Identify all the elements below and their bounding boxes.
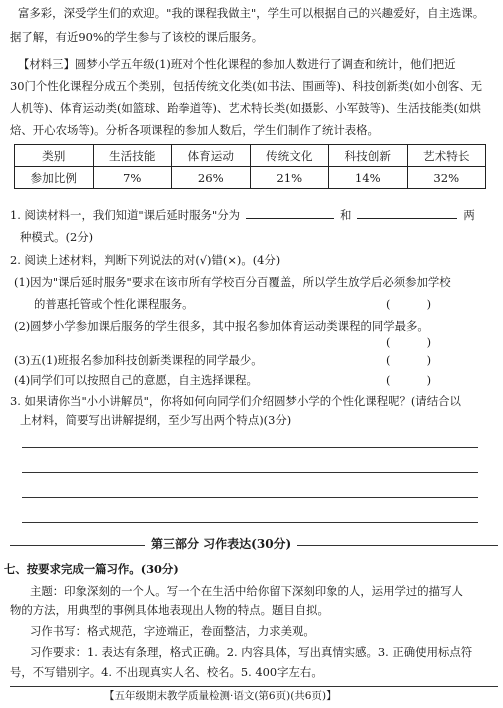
table-cell: 体育运动 <box>172 145 251 167</box>
q2-answer-1[interactable]: ( ) <box>386 297 432 311</box>
q1-text: 1. 阅读材料一，我们知道"课后延时服务"分为 <box>10 208 240 222</box>
answer-line[interactable] <box>22 472 478 473</box>
table-cell: 类别 <box>15 145 94 167</box>
q2-item-1b: 的普惠托管或个性化课程服务。 <box>34 297 194 311</box>
q2-item-4: (4)同学们可以按照自己的意愿，自主选择课程。 <box>14 373 258 387</box>
q2-item-3: (3)五(1)班报名参加科技创新类课程的同学最少。 <box>14 353 263 367</box>
q3-line-1: 3. 如果请你当"小小讲解员"，你将如何向同学们介绍圆梦小学的个性化课程呢？(请结合以 <box>10 394 461 408</box>
answer-line[interactable] <box>22 447 478 448</box>
part3-title: 第三部分 习作表达(30分) <box>145 537 297 551</box>
table-header-row <box>15 145 486 167</box>
material3-line-4: 焙、开心农场等)。分析各项课程的参加人数后，学生们制作了统计表格。 <box>10 123 379 137</box>
q2-item-2: (2)圆梦小学参加课后服务的学生很多，其中报名参加体育运动类课程的同学最多。 <box>14 319 429 333</box>
answer-line[interactable] <box>22 522 478 523</box>
q2-answer-3[interactable]: ( ) <box>386 353 432 367</box>
material3-line-1: 【材料三】圆梦小学五年级(1)班对个性化课程的参加人数进行了调查和统计，他们把近 <box>18 57 456 71</box>
material3-line-3: 人机等)、体育运动类(如篮球、跆拳道等)、艺术特长类(如摄影、小军鼓等)、生活技能类(如烘 <box>10 101 481 115</box>
q7-title: 七、按要求完成一篇习作。(30分) <box>4 562 179 576</box>
q2-item-1a: (1)因为"课后延时服务"要求在该市所有学校百分百覆盖，所以学生放学后必须参加学校 <box>14 275 451 289</box>
q2-title: 2. 阅读上述材料，判断下列说法的对(√)错(×)。(4分) <box>10 253 281 267</box>
q7-theme-2: 物的方法，用典型的事例具体地表现出人物的特点。题目自拟。 <box>10 603 329 617</box>
table-cell: 科技创新 <box>329 145 408 167</box>
table-cell: 21% <box>250 167 329 189</box>
q1-and: 和 <box>340 208 352 222</box>
page-footer: 【五年级期末教学质量检测·语文(第6页)(共6页)】 <box>104 690 337 702</box>
answer-line[interactable] <box>22 497 478 498</box>
material3-line-2: 30门个性化课程分成五个类别，包括传统文化类(如书法、围画等)、科技创新类(如小创客、无 <box>10 79 483 93</box>
q7-theme-1: 主题：印象深刻的一个人。写一个在生活中给你留下深刻印象的人，运用学过的描写人 <box>30 584 463 598</box>
table-cell: 传统文化 <box>250 145 329 167</box>
footer-rule <box>10 686 498 687</box>
q7-requirements-2: 号，不写错别字。4. 不出现真实人名、校名。5. 400字左右。 <box>10 665 323 679</box>
q1-line-2: 种模式。(2分) <box>20 230 94 244</box>
q2-answer-2[interactable]: ( ) <box>386 335 432 349</box>
q1-line-1 <box>10 208 475 222</box>
table-cell: 32% <box>407 167 486 189</box>
q7-requirements-1: 习作要求：1. 表达有条理，格式正确。2. 内容具体，写出真情实感。3. 正确使用标点符 <box>30 645 473 659</box>
intro-line-1: 富多彩，深受学生们的欢迎。"我的课程我做主"，学生可以根据自己的兴趣爱好，自主选课。 <box>18 6 485 20</box>
intro-line-2: 据了解，有近90%的学生参与了该校的课后服务。 <box>10 30 264 44</box>
q1-end: 两 <box>463 208 475 222</box>
table-cell: 7% <box>93 167 172 189</box>
table-cell: 14% <box>329 167 408 189</box>
stats-table <box>14 144 486 189</box>
q3-line-2: 上材料，简要写出讲解提纲，至少写出两个特点)(3分) <box>20 413 292 427</box>
q1-answer-blank-2[interactable] <box>357 218 457 219</box>
table-cell: 26% <box>172 167 251 189</box>
q2-answer-4[interactable]: ( ) <box>386 373 432 387</box>
table-cell: 参加比例 <box>15 167 94 189</box>
table-cell: 生活技能 <box>93 145 172 167</box>
table-cell: 艺术特长 <box>407 145 486 167</box>
table-row <box>15 167 486 189</box>
q1-answer-blank-1[interactable] <box>246 218 334 219</box>
q7-writing: 习作书写：格式规范，字迹端正，卷面整洁，力求美观。 <box>30 624 315 638</box>
